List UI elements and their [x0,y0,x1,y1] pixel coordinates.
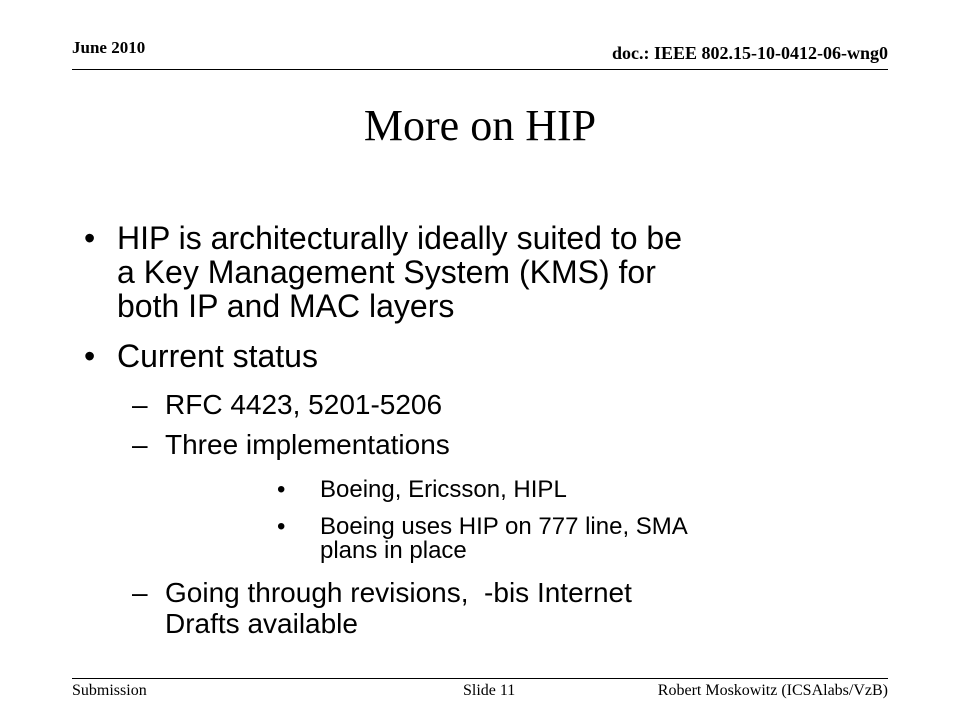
header-date: June 2010 [72,38,146,57]
subitem-text-line: Three implementations [165,429,450,460]
bullet-marker: • [277,476,286,503]
subitem-text-line: Going through revisions, -bis Internet [165,577,632,608]
bullet-marker: • [84,338,96,374]
subitem-text-line: Drafts available [165,608,358,639]
bullet-marker: • [277,513,286,540]
footer-divider [72,678,888,679]
header-divider [72,69,888,70]
dash-marker: – [132,389,148,420]
bullet-marker: • [84,220,96,256]
subsubitem-text-line: Boeing, Ericsson, HIPL [320,476,567,503]
dash-marker: – [132,429,148,460]
bullet-text-line: a Key Management System (KMS) for [117,254,656,290]
dash-marker: – [132,577,148,608]
subsubitem-text-line: Boeing uses HIP on 777 line, SMA [320,513,688,540]
subitem-text-line: RFC 4423, 5201-5206 [165,389,443,420]
header-doc-id: doc.: IEEE 802.15-10-0412-06-wng0 [611,43,888,63]
bullet-text-line: both IP and MAC layers [117,288,455,324]
footer-author: Robert Moskowitz (ICSAlabs/VzB) [657,682,888,699]
slide-title: More on HIP [363,101,597,150]
subsubitem-text-line: plans in place [320,537,467,564]
footer-slide-number: Slide 11 [463,682,516,699]
bullet-text-line: HIP is architecturally ideally suited to be [117,220,683,256]
bullet-text-line: Current status [117,338,318,374]
footer-submission: Submission [72,682,147,699]
